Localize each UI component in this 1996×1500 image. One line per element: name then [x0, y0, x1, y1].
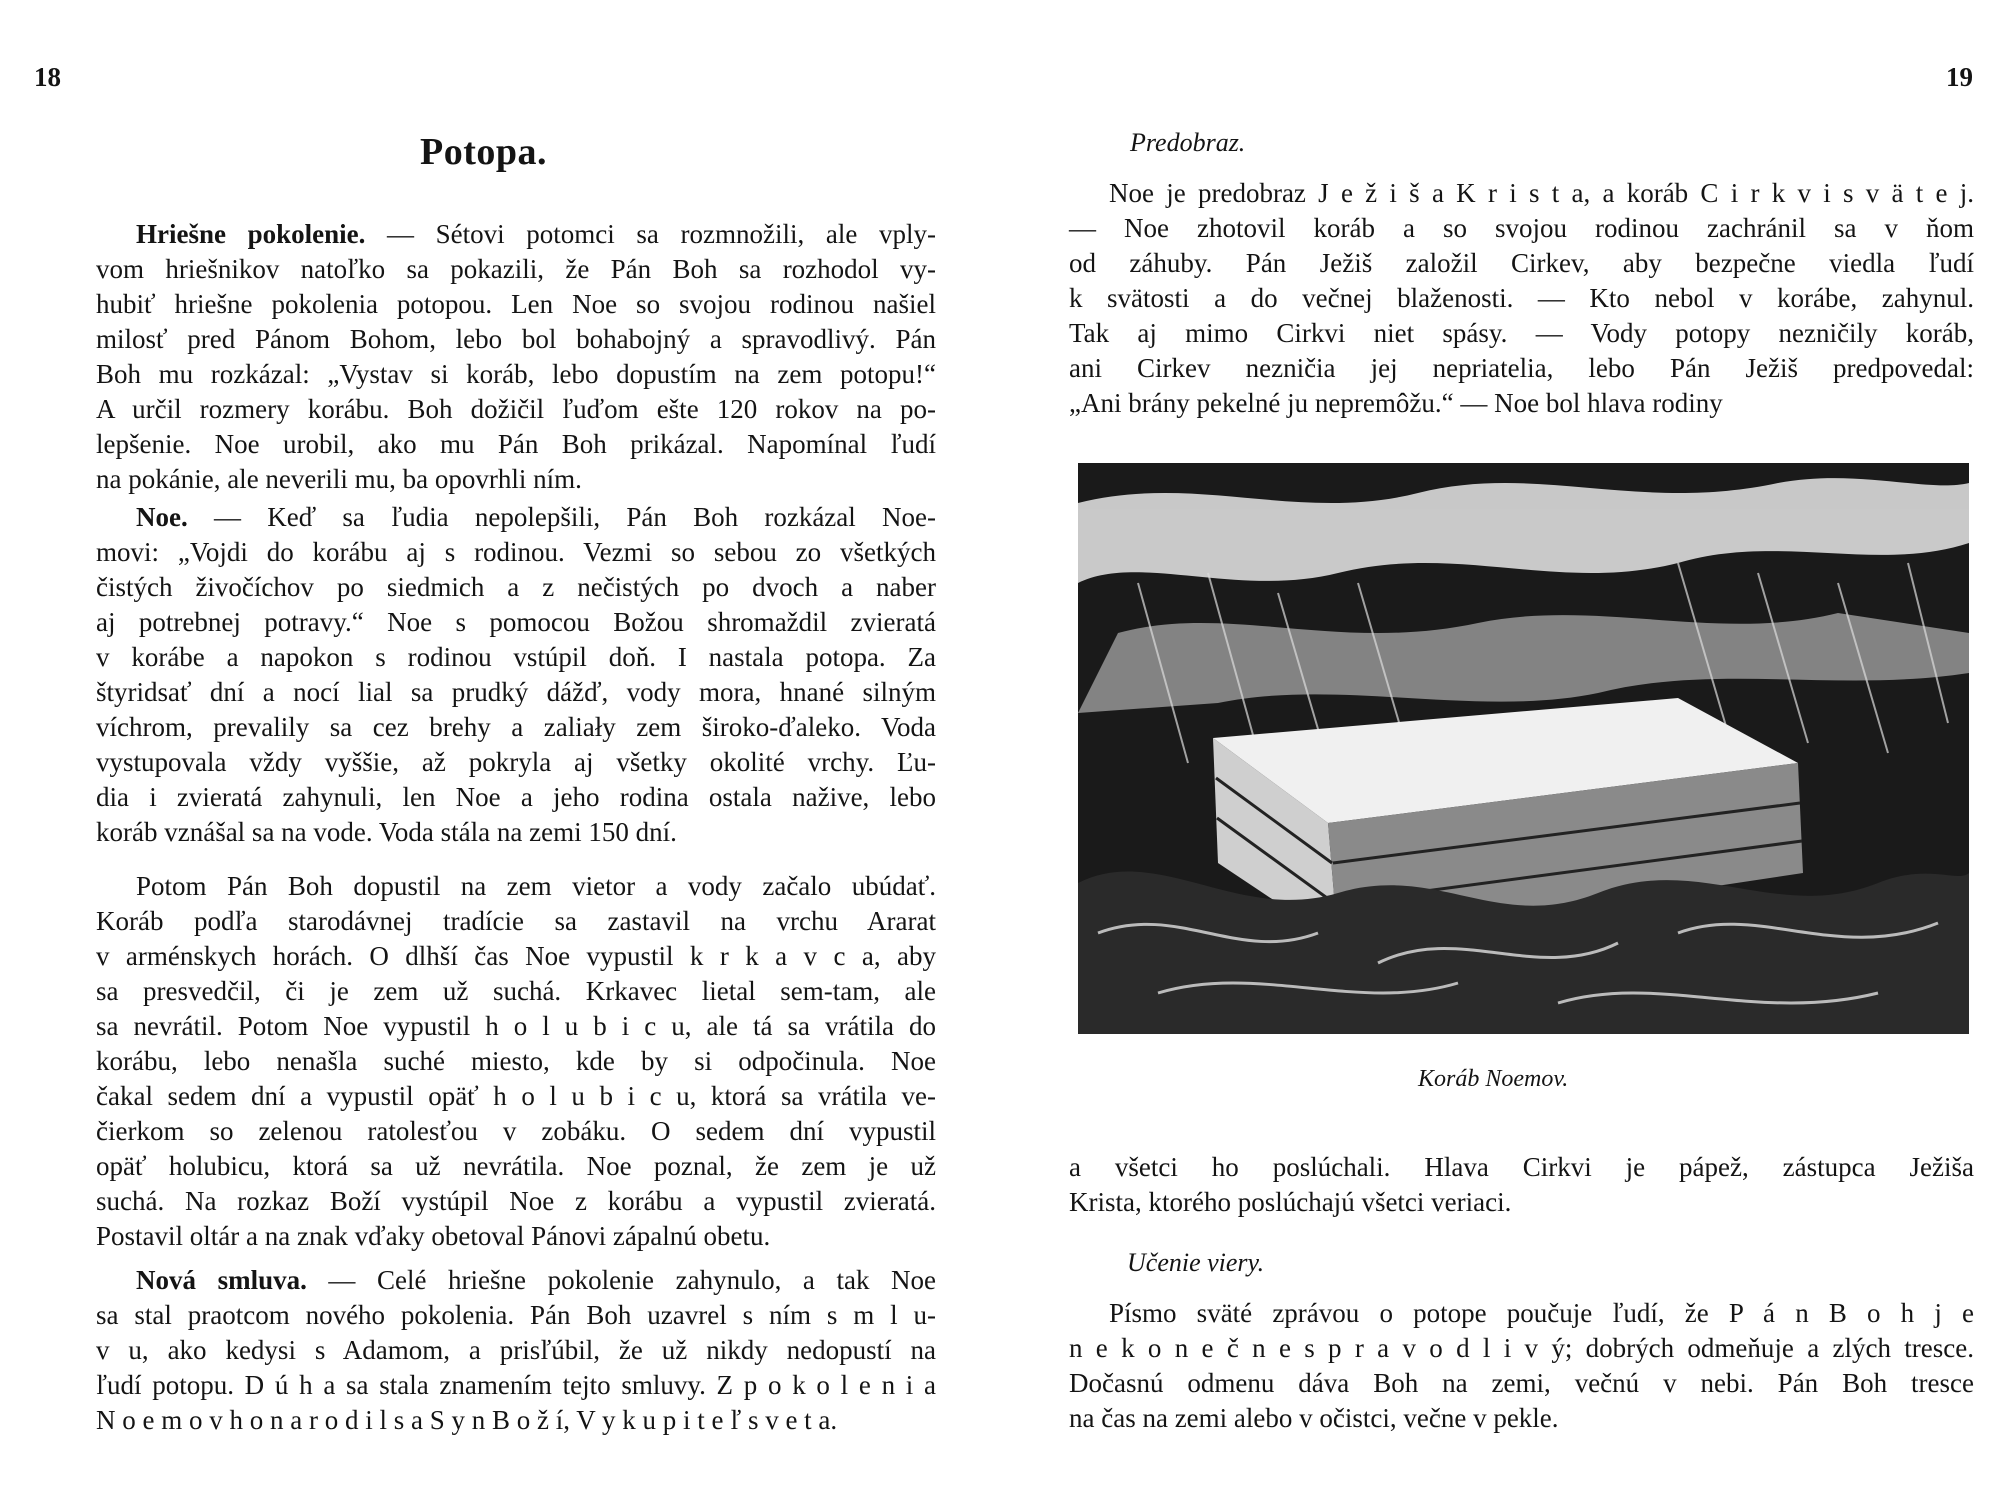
- line-text: štyridsať dní a nocí lial sa prudký dážď, vody mora, hnané silným: [96, 677, 936, 707]
- line-text: od záhuby. Pán Ježiš založil Cirkev, aby bezpečne viedla ľudí: [1069, 248, 1974, 278]
- line-text: milosť pred Pánom Bohom, lebo bol bohabojný a spravodlivý. Pán: [96, 324, 936, 354]
- line-text: v u, ako kedysi s Adamom, a prisľúbil, že už nikdy nedopustí na: [96, 1335, 936, 1365]
- text-line: [96, 217, 936, 252]
- line-text: ľudí potopu. D ú h a sa stala znamením tejto smluvy. Z p o k o l e n i a: [96, 1370, 936, 1400]
- text-line: [96, 939, 936, 974]
- text-line: [96, 1009, 936, 1044]
- text-line: [96, 605, 936, 640]
- text-line: [1069, 281, 1974, 316]
- text-line: [1069, 211, 1974, 246]
- text-line: [96, 974, 936, 1009]
- paragraph-lead: Hriešne pokolenie.: [136, 219, 366, 249]
- text-line: [96, 357, 936, 392]
- line-text: — Celé hriešne pokolenie zahynulo, a tak Noe: [306, 1265, 937, 1295]
- line-text: Boh mu rozkázal: „Vystav si koráb, lebo dopustím na zem potopu!“: [96, 359, 936, 389]
- line-text: — Sétovi potomci sa rozmnožili, ale vply-: [365, 219, 936, 249]
- paragraph-lead: Nová smluva.: [136, 1265, 307, 1295]
- figure-caption: Koráb Noemov.: [1418, 1066, 1569, 1092]
- text-line: [1069, 1150, 1974, 1185]
- line-text: v arménskych horách. O dlhší čas Noe vypustil k r k a v c a, aby: [96, 941, 936, 971]
- line-text: sa presvedčil, či je zem už suchá. Krkavec lietal sem-tam, ale: [96, 976, 936, 1006]
- chapter-title: Potopa.: [420, 131, 547, 173]
- line-text: Potom Pán Boh dopustil na zem vietor a vody začalo ubúdať.: [136, 871, 936, 901]
- line-text: na pokánie, ale neverili mu, ba opovrhli ním.: [96, 464, 582, 494]
- line-text: k svätosti a do večnej blaženosti. — Kto nebol v korábe, zahynul.: [1069, 283, 1974, 313]
- text-line: [1069, 1185, 1974, 1220]
- paragraph-predobraz: [1069, 176, 1974, 421]
- line-text: Tak aj mimo Cirkvi niet spásy. — Vody potopy nezničily koráb,: [1069, 318, 1974, 348]
- line-text: lepšenie. Noe urobil, ako mu Pán Boh prikázal. Napomínal ľudí: [96, 429, 936, 459]
- text-line: [96, 1114, 936, 1149]
- text-line: [96, 1149, 936, 1184]
- text-line: [96, 745, 936, 780]
- line-text: aj potrebnej potravy.“ Noe s pomocou Božou shromaždil zvieratá: [96, 607, 936, 637]
- text-line: [96, 1184, 936, 1219]
- text-line: [96, 252, 936, 287]
- text-line: [1069, 316, 1974, 351]
- text-line: [96, 287, 936, 322]
- text-line: [96, 869, 936, 904]
- text-line: [96, 392, 936, 427]
- line-text: sa nevrátil. Potom Noe vypustil h o l u b i c u, ale tá sa vrátila do: [96, 1011, 936, 1041]
- text-line: [96, 535, 936, 570]
- line-text: a všetci ho poslúchali. Hlava Cirkvi je pápež, zástupca Ježiša: [1069, 1152, 1974, 1182]
- text-line: [96, 322, 936, 357]
- heading-predobraz: Predobraz.: [1130, 128, 1246, 157]
- line-text: Postavil oltár a na znak vďaky obetoval Pánovi zápalnú obetu.: [96, 1221, 771, 1251]
- line-text: Krista, ktorého poslúchajú všetci veriaci.: [1069, 1187, 1512, 1217]
- line-text: koráb vznášal sa na vode. Voda stála na zemi 150 dní.: [96, 817, 677, 847]
- line-text: „Ani brány pekelné ju nepremôžu.“ — Noe bol hlava rodiny: [1069, 388, 1723, 418]
- line-text: ani Cirkev nezničia jej nepriatelia, lebo Pán Ježiš predpovedal:: [1069, 353, 1974, 383]
- line-text: — Noe zhotovil koráb a so svojou rodinou zachránil sa v ňom: [1069, 213, 1974, 243]
- text-line: [96, 1079, 936, 1114]
- line-text: Dočasnú odmenu dáva Boh na zemi, večnú v nebi. Pán Boh tresce: [1069, 1368, 1974, 1398]
- line-text: korábu, lebo nenašla suché miesto, kde by si odpočinula. Noe: [96, 1046, 936, 1076]
- text-line: [96, 1044, 936, 1079]
- page-number-right: 19: [1946, 62, 1973, 92]
- text-line: [96, 640, 936, 675]
- line-text: čistých živočíchov po siedmich a z nečistých po dvoch a naber: [96, 572, 936, 602]
- text-line: [1069, 351, 1974, 386]
- line-text: movi: „Vojdi do korábu aj s rodinou. Vezmi so sebou zo všetkých: [96, 537, 936, 567]
- text-line: [96, 500, 936, 535]
- paragraph-hriesne-pokolenie: [96, 217, 936, 497]
- heading-ucenie-viery: Učenie viery.: [1127, 1248, 1265, 1277]
- text-line: [96, 1298, 936, 1333]
- line-text: A určil rozmery korábu. Boh dožičil ľuďom ešte 120 rokov na po-: [96, 394, 936, 424]
- text-line: [96, 675, 936, 710]
- line-text: na čas na zemi alebo v očistci, večne v pekle.: [1069, 1403, 1559, 1433]
- paragraph-nova-smluva: [96, 1263, 936, 1438]
- text-line: [1069, 386, 1974, 421]
- paragraph-potom: [96, 869, 936, 1254]
- text-line: [1069, 246, 1974, 281]
- paragraph-continuation: [1069, 1150, 1974, 1220]
- text-line: [1069, 1401, 1974, 1436]
- line-text: čierkom so zelenou ratolesťou v zobáku. O sedem dní vypustil: [96, 1116, 936, 1146]
- line-text: dia i zvieratá zahynuli, len Noe a jeho rodina ostala nažive, lebo: [96, 782, 936, 812]
- text-line: [96, 1403, 936, 1438]
- text-line: [1069, 176, 1974, 211]
- line-text: sa stal praotcom nového pokolenia. Pán Boh uzavrel s ním s m l u-: [96, 1300, 936, 1330]
- text-line: [96, 462, 936, 497]
- page-number-left: 18: [34, 62, 61, 92]
- paragraph-lead: Noe.: [136, 502, 188, 532]
- line-text: vystupovala vždy vyššie, až pokryla aj všetky okolité vrchy. Ľu-: [96, 747, 936, 777]
- line-text: opäť holubicu, ktorá sa už nevrátila. Noe poznal, že zem je už: [96, 1151, 936, 1181]
- text-line: [96, 780, 936, 815]
- line-text: víchrom, prevalily sa cez brehy a zaliały zem široko-ďaleko. Voda: [96, 712, 936, 742]
- line-text: Noe je predobraz J e ž i š a K r i s t a, a koráb C i r k v i s v ä t e j.: [1109, 178, 1974, 208]
- line-text: Písmo sväté zprávou o potope poučuje ľudí, že P á n B o h j e: [1109, 1298, 1974, 1328]
- illustration-noahs-ark: [1078, 463, 1969, 1034]
- text-line: [1069, 1366, 1974, 1401]
- text-line: [1069, 1296, 1974, 1331]
- line-text: — Keď sa ľudia nepolepšili, Pán Boh rozkázal Noe-: [187, 502, 936, 532]
- text-line: [96, 904, 936, 939]
- line-text: Koráb podľa starodávnej tradície sa zastavil na vrchu Ararat: [96, 906, 936, 936]
- paragraph-noe: [96, 500, 936, 850]
- text-line: [96, 1263, 936, 1298]
- line-text: N o e m o v h o n a r o d i l s a S y n B o ž í, V y k u p i t e ľ s v e t a.: [96, 1405, 838, 1435]
- text-line: [96, 1333, 936, 1368]
- line-text: hubiť hriešne pokolenia potopou. Len Noe so svojou rodinou našiel: [96, 289, 936, 319]
- line-text: v korábe a napokon s rodinou vstúpil doň. I nastala potopa. Za: [96, 642, 936, 672]
- text-line: [96, 1219, 936, 1254]
- text-line: [96, 710, 936, 745]
- line-text: suchá. Na rozkaz Boží vystúpil Noe z korábu a vypustil zvieratá.: [96, 1186, 936, 1216]
- text-line: [96, 1368, 936, 1403]
- line-text: čakal sedem dní a vypustil opäť h o l u b i c u, ktorá sa vrátila ve-: [96, 1081, 936, 1111]
- text-line: [96, 815, 936, 850]
- line-text: vom hriešnikov natoľko sa pokazili, že Pán Boh sa rozhodol vy-: [96, 254, 936, 284]
- line-text: n e k o n e č n e s p r a v o d l i v ý; dobrých odmeňuje a zlých tresce.: [1069, 1333, 1974, 1363]
- paragraph-ucenie-viery: [1069, 1296, 1974, 1436]
- text-line: [1069, 1331, 1974, 1366]
- text-line: [96, 427, 936, 462]
- text-line: [96, 570, 936, 605]
